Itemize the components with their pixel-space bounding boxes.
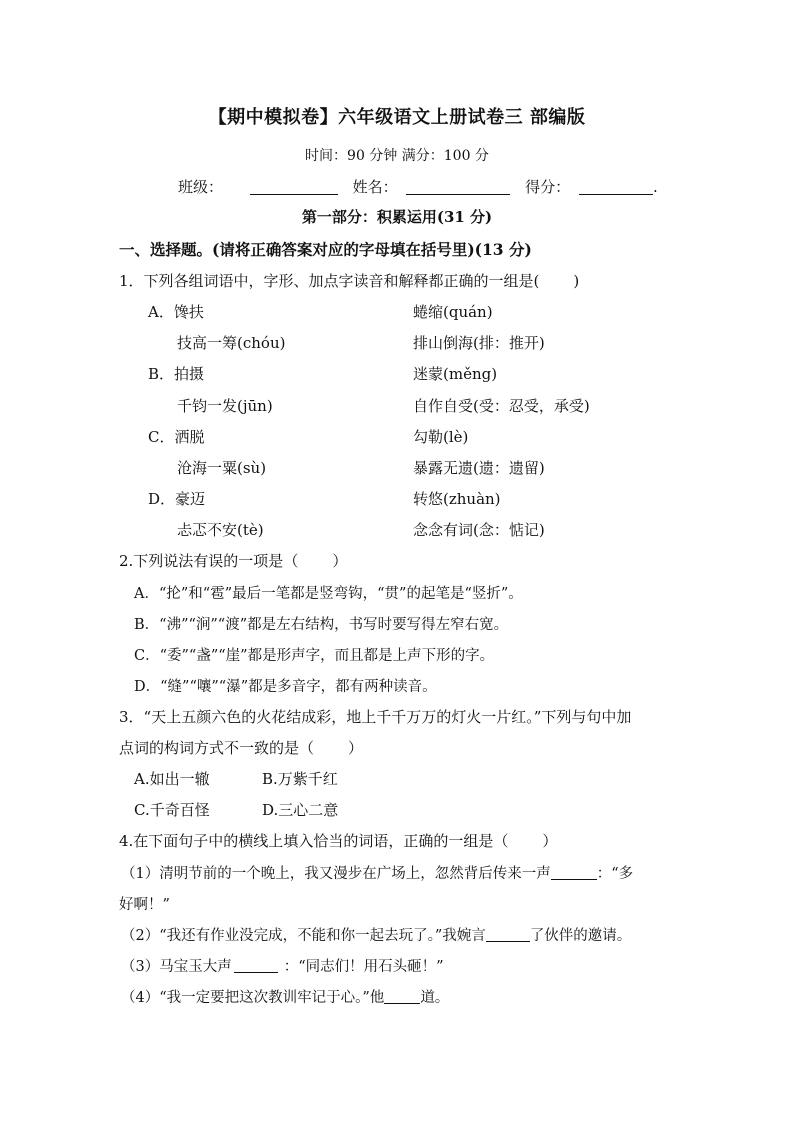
q1-option-c-word2: 勾勒(lè) xyxy=(413,428,469,446)
score-blank xyxy=(579,178,653,195)
q4-s3-text: （3）马宝玉大声 xyxy=(121,959,232,975)
q1-option-b-word4: 自作自受(受：忍受，承受) xyxy=(413,397,590,415)
q4-sentence-1-cont: 好啊！” xyxy=(119,897,170,913)
q3-stem-line2 xyxy=(119,737,363,758)
q4-sentence-2 xyxy=(121,924,631,945)
q3-paren-close: ） xyxy=(348,739,364,757)
q4-s4-tail: 道。 xyxy=(420,990,450,1006)
q1-option-b: B．拍摄 xyxy=(148,365,205,383)
exam-meta: 时间：90 分钟 满分：100 分 xyxy=(305,148,489,164)
q1-option-d-word4: 念念有词(念：惦记) xyxy=(413,521,545,539)
q4-s2-text: （2）“我还有作业没完成，不能和你一起去玩了。”我婉言 xyxy=(121,928,486,944)
q4-s4-blank xyxy=(384,988,420,1004)
score-label: 得分： xyxy=(525,178,571,196)
q4-stem xyxy=(119,830,557,851)
q4-s1-blank xyxy=(551,864,597,880)
q2-stem-text: 2.下列说法有误的一项是（ xyxy=(119,552,299,570)
q4-s1-tail: ：“多 xyxy=(596,866,634,882)
q1-option-c-word3: 沧海一粟(sù) xyxy=(177,459,267,477)
q1-option-b-word2: 迷蒙(měng) xyxy=(413,365,498,383)
end-mark: . xyxy=(652,178,658,196)
q2-option-d: D．“缝”“嚷”“瀑”都是多音字，都有两种读音。 xyxy=(134,679,437,695)
q2-paren-close: ） xyxy=(332,552,348,570)
class-blank xyxy=(250,178,338,195)
q1-option-d-word2: 转悠(zhuàn) xyxy=(413,490,501,508)
q3-option-a: A.如出一辙 xyxy=(134,770,210,788)
q4-s3-tail: ：“同志们！用石头砸！” xyxy=(283,959,444,975)
q2-stem xyxy=(119,550,347,571)
part-one-heading: 第一部分：积累运用(31 分) xyxy=(301,208,493,226)
name-blank xyxy=(406,178,510,195)
q3-stem-line1: 3．“天上五颜六色的火花结成彩，地上千千万万的灯火一片红。”下列与句中加 xyxy=(119,708,632,726)
q1-option-a: A．馋扶 xyxy=(148,303,204,321)
q4-sentence-1 xyxy=(121,862,633,883)
name-label: 姓名： xyxy=(352,178,398,196)
q4-s2-tail: 了伙伴的邀请。 xyxy=(529,928,632,944)
exam-title: 【期中模拟卷】六年级语文上册试卷三 部编版 xyxy=(208,107,586,128)
q3-option-d: D.三心二意 xyxy=(262,801,339,819)
q3-option-c: C.千奇百怪 xyxy=(134,801,210,819)
q2-option-c: C．“委”“盏”“崖”都是形声字，而且都是上声下形的字。 xyxy=(134,648,495,664)
class-label: 班级： xyxy=(178,178,224,196)
q4-s2-blank xyxy=(486,926,530,942)
q1-option-b-word3: 千钧一发(jūn) xyxy=(177,397,273,415)
q1-option-a-word3: 技高一筹(chóu) xyxy=(177,334,286,352)
q1-paren-close: ) xyxy=(573,272,580,290)
q2-option-b: B．“沸”“涧”“渡”都是左右结构，书写时要写得左窄右宽。 xyxy=(134,617,509,633)
q4-s3-blank xyxy=(234,957,278,973)
q4-sentence-3 xyxy=(121,955,444,976)
q4-sentence-4 xyxy=(121,986,449,1007)
q4-stem-text: 4.在下面句子中的横线上填入恰当的词语，正确的一组是（ xyxy=(119,832,509,850)
q4-paren-close: ） xyxy=(542,832,558,850)
section-one-heading: 一、选择题。(请将正确答案对应的字母填在括号里)(13 分) xyxy=(119,240,532,259)
q1-stem-text: 1．下列各组词语中，字形、加点字读音和解释都正确的一组是( xyxy=(119,272,540,290)
q3-option-b: B.万紫千红 xyxy=(262,770,338,788)
q1-stem xyxy=(119,270,579,291)
q2-option-a: A．“抡”和“雹”最后一笔都是竖弯钩，“贯”的起笔是“竖折”。 xyxy=(134,586,523,602)
q4-s1-text: （1）清明节前的一个晚上，我又漫步在广场上，忽然背后传来一声 xyxy=(121,866,551,882)
q1-option-a-word4: 排山倒海(排：推开) xyxy=(413,334,545,352)
q3-stem-line2-text: 点词的构词方式不一致的是（ xyxy=(119,739,315,757)
q1-option-a-word2: 蜷缩(quán) xyxy=(413,303,493,321)
student-info-fields xyxy=(178,176,658,197)
q1-option-d: D．豪迈 xyxy=(148,490,206,508)
q1-option-d-word3: 忐忑不安(tè) xyxy=(177,521,264,539)
q4-s4-text: （4）“我一定要把这次教训牢记于心。”他 xyxy=(121,990,385,1006)
q1-option-c: C．洒脱 xyxy=(148,428,205,446)
q1-option-c-word4: 暴露无遗(遗：遗留) xyxy=(413,459,545,477)
